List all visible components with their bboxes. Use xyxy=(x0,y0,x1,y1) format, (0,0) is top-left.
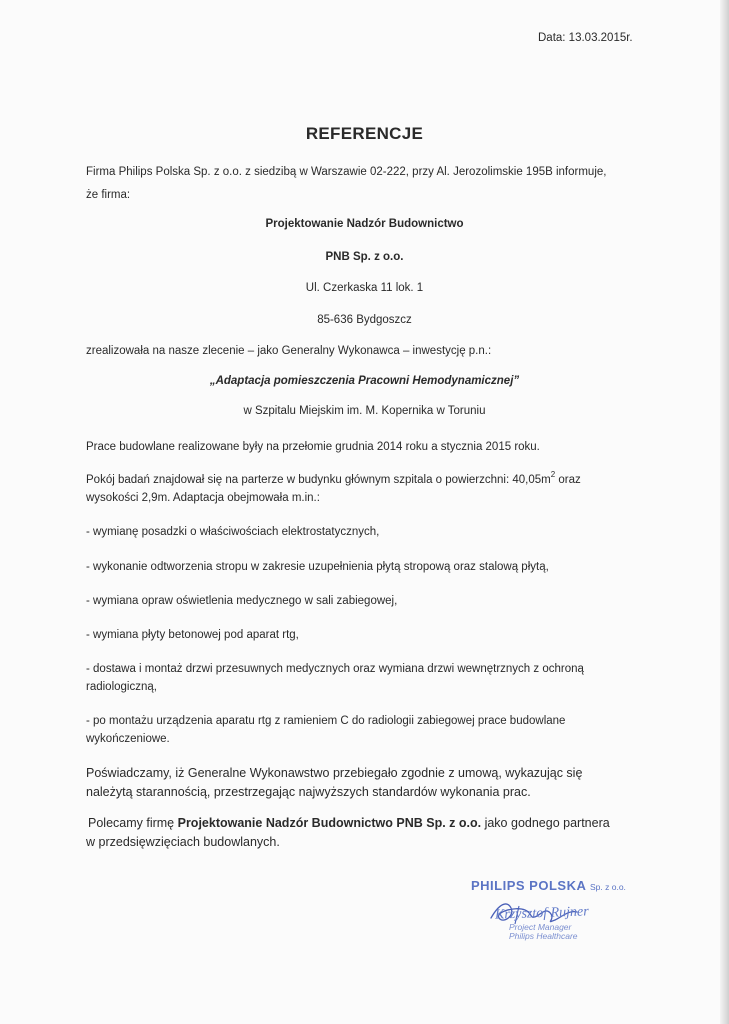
certify-line-2: należytą starannością, przestrzegając najwyższych standardów wykonania prac. xyxy=(86,785,531,799)
stamp-role xyxy=(509,923,578,941)
room-line-1 xyxy=(86,470,581,488)
recommend-line-1 xyxy=(88,816,610,831)
list-item: - wykonanie odtworzenia stropu w zakresie uzupełnienia płytą stropową oraz stalową płytą, xyxy=(86,561,549,573)
list-item: - wymiana płyty betonowej pod aparat rtg, xyxy=(86,629,299,641)
stamp-company xyxy=(471,878,626,893)
list-item: - dostawa i montaż drzwi przesuwnych medycznych oraz wymiana drzwi wewnętrznych z ochroną xyxy=(86,663,584,675)
letter-date: Data: 13.03.2015r. xyxy=(538,32,633,44)
list-item: - wymiana opraw oświetlenia medycznego w sali zabiegowej, xyxy=(86,595,398,607)
stamp-role-division: Philips Healthcare xyxy=(509,930,578,941)
recommend-post: jako godnego partnera xyxy=(481,816,610,830)
page-edge-shadow xyxy=(720,0,729,1024)
certify-line-1: Poświadczamy, iż Generalne Wykonawstwo przebiegało zgodnie z umową, wykazując się xyxy=(86,766,583,780)
room-line-1-text: Pokój badań znajdował się na parterze w budynku głównym szpitala o powierzchni: 40,05m xyxy=(86,474,551,486)
room-line-2: wysokości 2,9m. Adaptacja obejmowała m.in.: xyxy=(86,492,320,504)
room-line-1-end: oraz xyxy=(555,474,581,486)
realized-line: zrealizowała na nasze zlecenie – jako Generalny Wykonawca – inwestycję p.n.: xyxy=(86,345,492,357)
contractor-city: 85-636 Bydgoszcz xyxy=(317,314,412,326)
recommend-line-2: w przedsięwzięciach budowlanych. xyxy=(86,835,280,849)
room-area-superscript: 2 xyxy=(550,470,556,480)
list-item-continuation: wykończeniowe. xyxy=(86,733,170,745)
intro-line-1: Firma Philips Polska Sp. z o.o. z siedzibą w Warszawie 02-222, przy Al. Jerozolimskie 195B informuje, xyxy=(86,166,607,178)
intro-line-2: że firma: xyxy=(86,189,131,201)
contractor-company: PNB Sp. z o.o. xyxy=(325,251,404,263)
recommend-company: Projektowanie Nadzór Budownictwo PNB Sp. z o.o. xyxy=(177,816,482,830)
recommend-pre: Polecamy firmę xyxy=(88,816,178,830)
list-item: - wymianę posadzki o właściwościach elektrostatycznych, xyxy=(86,526,380,538)
letter-title: REFERENCJE xyxy=(305,124,424,143)
stamp-company-suffix: Sp. z o.o. xyxy=(590,882,626,892)
company-stamp xyxy=(465,876,665,956)
list-item-continuation: radiologiczną, xyxy=(86,681,157,693)
stamp-company-name: PHILIPS POLSKA xyxy=(471,878,586,893)
investment-location: w Szpitalu Miejskim im. M. Kopernika w Toruniu xyxy=(243,405,486,417)
list-item: - po montażu urządzenia aparatu rtg z ramieniem C do radiologii zabiegowej prace budowlane xyxy=(86,715,566,727)
contractor-name: Projektowanie Nadzór Budownictwo xyxy=(265,218,464,230)
stamp-person-name: Krzysztof Rujner xyxy=(494,904,589,923)
investment-title: „Adaptacja pomieszczenia Pracowni Hemodynamicznej” xyxy=(209,375,520,387)
contractor-street: Ul. Czerkaska 11 lok. 1 xyxy=(305,282,424,294)
stamp-role-title: Project Manager xyxy=(509,922,572,932)
period-line: Prace budowlane realizowane były na przełomie grudnia 2014 roku a stycznia 2015 roku. xyxy=(86,441,540,453)
